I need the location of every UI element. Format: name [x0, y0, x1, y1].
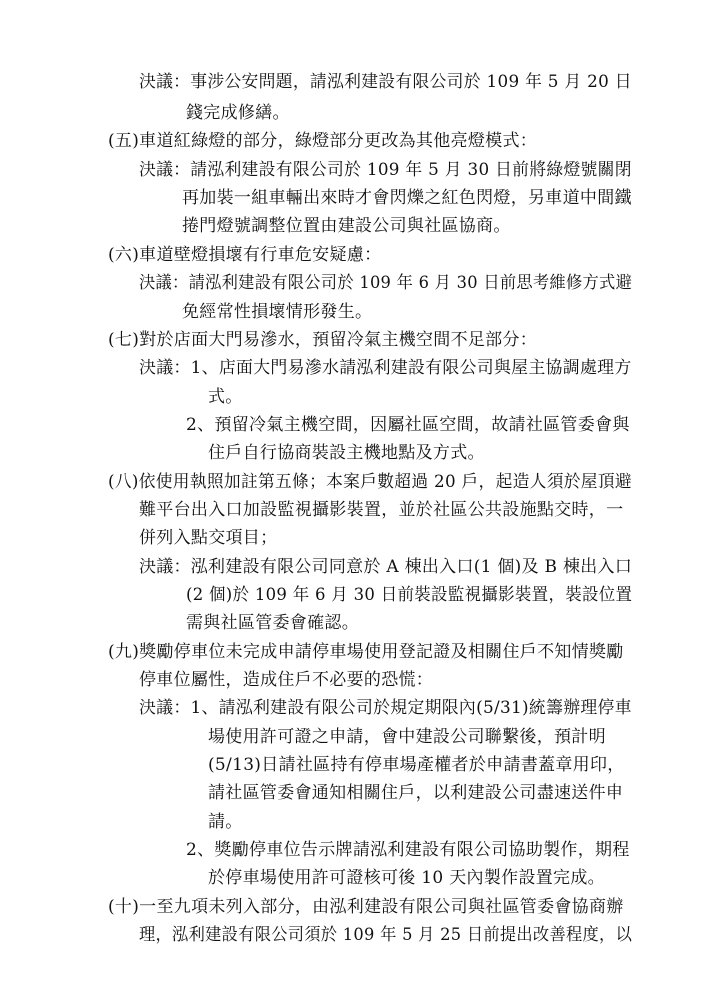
section-heading: (六)車道壁燈損壞有行車危安疑慮：: [108, 245, 382, 265]
text-line: 理，泓利建設有限公司須於 109 年 5 月 25 日前提出改善程度，以: [139, 925, 633, 945]
text-line: (2 個)於 109 年 6 月 30 日前裝設監視攝影裝置，裝設位置: [186, 585, 633, 605]
section-heading: (八)依使用執照加註第五條；本案戶數超過 20 戶，起造人須於屋頂避: [108, 472, 632, 492]
text-line: 2、預留冷氣主機空間，因屬社區空間，故請社區管委會與: [186, 415, 630, 435]
text-line: (5/13)日請社區持有停車場產權者於申請書蓋章用印，: [208, 755, 625, 775]
text-line: 難平台出入口加設監視攝影裝置，並於社區公共設施點交時，一: [139, 500, 624, 520]
text-line: 併列入點交項目；: [139, 528, 278, 548]
text-line: 住戶自行協商裝設主機地點及方式。: [208, 443, 485, 463]
text-line: 免經常性損壞情形發生。: [182, 302, 373, 322]
section-heading: (七)對於店面大門易滲水，預留冷氣主機空間不足部分：: [108, 330, 538, 350]
text-line: 再加裝一組車輛出來時才會閃爍之紅色閃燈，另車道中間鐵: [182, 188, 632, 208]
text-line: 2、獎勵停車位告示牌請泓利建設有限公司協助製作，期程: [186, 840, 630, 860]
text-line: 需與社區管委會確認。: [186, 613, 359, 633]
text-line: 決議：1、店面大門易滲水請泓利建設有限公司與屋主協調處理方: [139, 358, 632, 378]
text-line: 捲門燈號調整位置由建設公司與社區協商。: [182, 216, 511, 236]
section-heading: (九)獎勵停車位未完成申請停車場使用登記證及相關住戶不知情獎勵: [108, 642, 624, 662]
text-line: 停車位屬性，造成住戶不必要的恐慌：: [139, 670, 434, 690]
text-line: 決議：請泓利建設有限公司於 109 年 6 月 30 日前思考維修方式避: [139, 273, 633, 293]
text-line: 場使用許可證之申請，會中建設公司聯繫後，預計明: [208, 727, 606, 747]
text-line: 錢完成修繕。: [186, 103, 290, 123]
text-line: 於停車場使用許可證核可後 10 天內製作設置完成。: [208, 868, 605, 888]
text-line: 決議：請泓利建設有限公司於 109 年 5 月 30 日前將綠燈號關閉: [139, 160, 632, 180]
text-line: 決議：泓利建設有限公司同意於 A 棟出入口(1 個)及 B 棟出入口: [139, 557, 633, 577]
section-heading: (五)車道紅綠燈的部分，綠燈部分更改為其他亮燈模式：: [108, 131, 538, 151]
text-line: 請社區管委會通知相關住戶，以利建設公司盡速送件申: [208, 783, 624, 803]
text-line: 式。: [208, 387, 243, 407]
text-line: 決議：事涉公安問題，請泓利建設有限公司於 109 年 5 月 20 日: [139, 72, 632, 92]
section-heading: (十)一至九項未列入部分，由泓利建設有限公司與社區管委會協商辦: [108, 897, 624, 917]
text-line: 決議：1、請泓利建設有限公司於規定期限內(5/31)統籌辦理停車: [139, 698, 632, 718]
text-line: 請。: [208, 812, 243, 832]
